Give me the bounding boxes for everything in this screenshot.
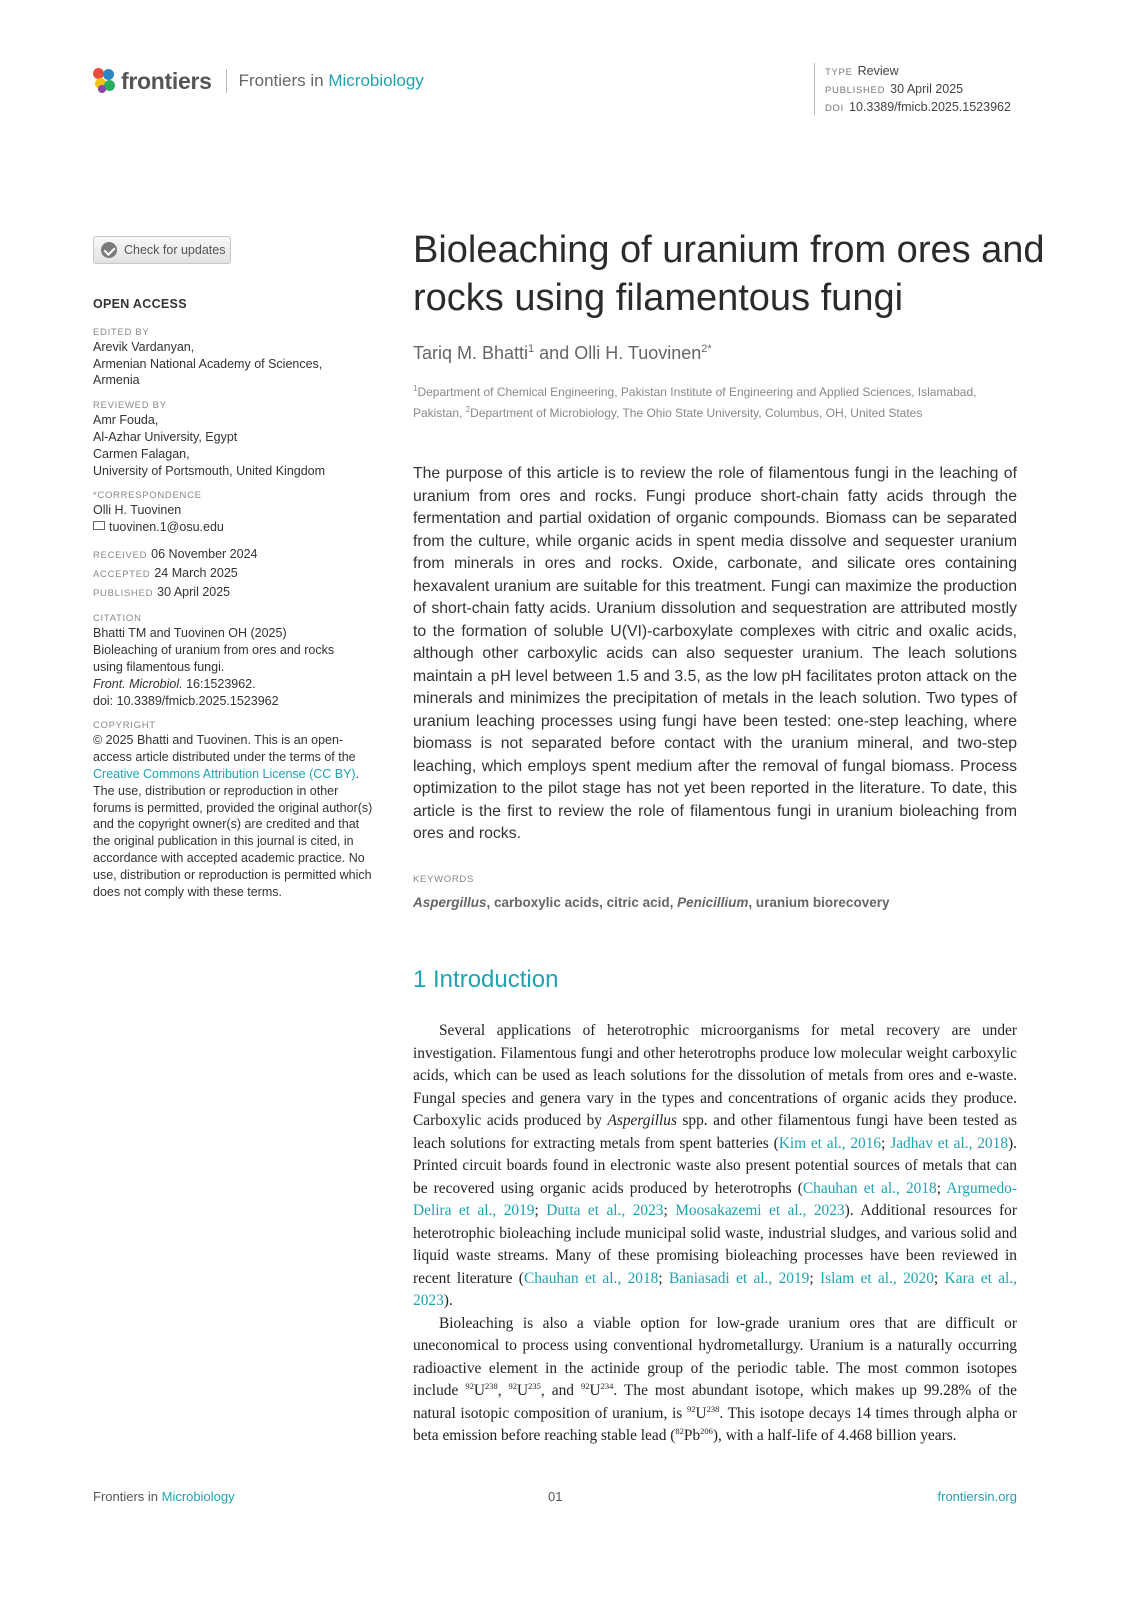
text-run: ; bbox=[658, 1269, 669, 1287]
atomic-number: 92 bbox=[687, 1403, 696, 1414]
atomic-number: 82 bbox=[675, 1425, 684, 1436]
citation-link[interactable]: Baniasadi et al., 2019 bbox=[668, 1269, 810, 1287]
citation-label: CITATION bbox=[93, 613, 142, 625]
footer-site-link[interactable]: frontiersin.org bbox=[937, 1489, 1017, 1504]
citation-journal: Front. Microbiol. bbox=[93, 676, 183, 691]
published-label: PUBLISHED bbox=[93, 587, 154, 599]
citation-link[interactable]: Argumedo-Delira et al., 2019 bbox=[413, 1179, 1017, 1219]
affil-sup: 1 bbox=[413, 384, 418, 393]
text-run: spp. and other filamentous fungi have been tested as leach solutions for extracting metals from spent batteries ( bbox=[413, 1112, 1017, 1152]
page-number: 01 bbox=[548, 1489, 563, 1504]
accepted-date: 24 March 2025 bbox=[154, 565, 238, 580]
editor-line: Arevik Vardanyan, bbox=[93, 339, 195, 354]
accepted-label: ACCEPTED bbox=[93, 568, 151, 580]
citation-line: Bioleaching of uranium from ores and rocks bbox=[93, 643, 335, 658]
element-symbol: U bbox=[517, 1382, 529, 1399]
mail-icon bbox=[93, 521, 105, 530]
text-run: ; bbox=[933, 1269, 945, 1287]
doi-label: DOI bbox=[825, 103, 844, 114]
check-for-updates-label: Check for updates bbox=[124, 243, 226, 257]
published-date: 30 April 2025 bbox=[157, 584, 231, 599]
reviewed-by-label: REVIEWED BY bbox=[93, 400, 167, 412]
paragraph bbox=[413, 1020, 1017, 1313]
check-icon bbox=[101, 242, 117, 258]
copyright-text bbox=[93, 732, 373, 900]
citation-line: using filamentous fungi. bbox=[93, 659, 225, 674]
author-name[interactable]: Tariq M. Bhatti bbox=[413, 343, 529, 363]
reviewer-line: Carmen Falagan, bbox=[93, 446, 190, 461]
frontiers-logo-icon bbox=[93, 68, 115, 94]
copyright-part: . The use, distribution or reproduction in other forums is permitted, provided the original author(s) and the copyright owner(s) are credited and that the original publication in this journal is cited, in accordance with accepted academic practice. No use, distribution or reproduction is permitted which does not comply with these terms. bbox=[93, 766, 373, 899]
article-title: Bioleaching of uranium from ores and rocks using filamentous fungi bbox=[413, 229, 1045, 319]
citation-link[interactable]: Chauhan et al., 2018 bbox=[802, 1179, 937, 1197]
citation-link[interactable]: Islam et al., 2020 bbox=[820, 1269, 934, 1287]
journal-prefix: Frontiers in bbox=[238, 71, 324, 90]
paragraph bbox=[413, 1313, 1017, 1448]
frontiers-logo-text: frontiers bbox=[121, 67, 212, 94]
check-for-updates-button[interactable] bbox=[93, 236, 231, 264]
citation-link[interactable]: Kim et al., 2016 bbox=[778, 1134, 882, 1152]
text-run: . This isotope decays 14 times through alpha or beta emission before reaching stable lead ( bbox=[413, 1404, 1018, 1444]
atomic-number: 92 bbox=[465, 1380, 474, 1391]
mass-number: 238 bbox=[484, 1380, 498, 1391]
edited-by-label: EDITED BY bbox=[93, 326, 150, 338]
open-access-label: OPEN ACCESS bbox=[93, 297, 187, 311]
citation-volume: 16:1523962. bbox=[182, 676, 256, 691]
author-affil-sup: 1 bbox=[528, 343, 535, 355]
reviewer-line: Amr Fouda, bbox=[93, 413, 159, 428]
correspondence-label: *CORRESPONDENCE bbox=[93, 490, 202, 502]
citation-link[interactable]: Jadhav et al., 2018 bbox=[890, 1134, 1009, 1152]
citation-link[interactable]: Moosakazemi et al., 2023 bbox=[675, 1202, 845, 1219]
citation-link[interactable]: Kara et al., 2023 bbox=[413, 1269, 1018, 1309]
abstract: The purpose of this article is to review the role of filamentous fungi in the leaching of uranium from ores and rocks. Fungi produce short-chain fatty acids through the fermentation and partial oxidation of organic compounds. Biomass can be separated from the culture, while organic acids in spent media dissolve and sequester uranium from minerals in ores and rocks. Oxide, carbonate, and silicate ores containing hexavalent uranium are suitable for this treatment. Fungi can maximize the production of short-chain fatty acids. Uranium dissolution and sequestration are attributed mostly to the formation of soluble U(VI)-carboxylate complexes with citric and oxalic acids, although other carboxylic acids can also sequester uranium. The leach solutions maintain a pH level between 1.5 and 3.5, as the low pH facilitates proton attack on the minerals and minimizes the precipitation of metals in the leach solution. Two types of uranium leaching processes using fungi have been tested: one-step leaching, where biomass is not separated before contact with the uranium mineral, and two-step leaching, which employs spent medium after the removal of fungal biomass. Process optimization to the pilot stage has not yet been reported in the literature. To date, this article is the first to review the role of filamentous fungi in uranium bioleaching from ores and rocks. bbox=[413, 465, 1017, 842]
text-run: ; bbox=[881, 1134, 891, 1152]
keyword: , uranium biorecovery bbox=[748, 895, 890, 910]
keywords-label: KEYWORDS bbox=[413, 874, 475, 885]
editor-line: Armenian National Academy of Sciences, bbox=[93, 356, 323, 371]
journal-subject: Microbiology bbox=[328, 71, 424, 90]
footer-journal-subject: Microbiology bbox=[161, 1489, 235, 1504]
type-value: Review bbox=[857, 64, 899, 78]
cc-by-license-link[interactable]: Creative Commons Attribution License (CC BY) bbox=[93, 766, 356, 781]
author-affil-sup: 2* bbox=[701, 343, 712, 355]
mass-number: 238 bbox=[706, 1403, 720, 1414]
citation-link[interactable]: Dutta et al., 2023 bbox=[546, 1202, 664, 1219]
affiliation-2: Department of Microbiology, The Ohio State University, Columbus, OH, United States bbox=[470, 406, 923, 420]
reviewer-line: Al-Azhar University, Egypt bbox=[93, 429, 238, 444]
text-run: , bbox=[497, 1382, 509, 1399]
published-label: PUBLISHED bbox=[825, 85, 886, 96]
text-run: ; bbox=[663, 1202, 676, 1219]
text-run: ). bbox=[443, 1292, 453, 1309]
section-heading-introduction: 1 Introduction bbox=[413, 966, 559, 993]
journal-name[interactable] bbox=[239, 71, 424, 91]
citation-line: Bhatti TM and Tuovinen OH (2025) bbox=[93, 626, 287, 641]
atomic-number: 92 bbox=[581, 1380, 590, 1391]
element-symbol: U bbox=[695, 1404, 707, 1422]
genus-name: Aspergillus bbox=[607, 1112, 677, 1129]
mass-number: 234 bbox=[600, 1380, 614, 1391]
text-run: . The most abundant isotope, which makes up 99.28% of the natural isotopic composition of uranium, is bbox=[413, 1382, 1017, 1422]
received-label: RECEIVED bbox=[93, 549, 148, 561]
citation-doi[interactable]: doi: 10.3389/fmicb.2025.1523962 bbox=[93, 693, 279, 708]
author-list bbox=[413, 343, 712, 364]
keywords bbox=[413, 895, 889, 910]
keyword: , carboxylic acids, citric acid, bbox=[486, 895, 678, 910]
type-label: TYPE bbox=[825, 67, 853, 78]
page-footer bbox=[93, 1489, 1017, 1509]
footer-journal[interactable] bbox=[93, 1489, 235, 1504]
sidebar bbox=[93, 296, 373, 900]
text-run: ), with a half-life of 4.468 billion years. bbox=[712, 1427, 957, 1444]
affiliations bbox=[413, 380, 983, 422]
journal-header bbox=[93, 66, 424, 96]
affiliation-1: Department of Chemical Engineering, Pakistan Institute of Engineering and Applied Sciences, Islamabad, Pakistan, bbox=[413, 385, 977, 420]
text-run: Bioleaching is also a viable option for low-grade uranium ores that are difficult or uneconomical to process using conventional hydrometallurgy. Uranium is a naturally occurring radioactive element in the actinide group of the periodic table. The most common isotopes include bbox=[413, 1314, 1017, 1399]
editor-line: Armenia bbox=[93, 373, 140, 388]
copyright-part: © 2025 Bhatti and Tuovinen. This is an open-access article distributed under the terms of the bbox=[93, 733, 356, 765]
footer-journal-prefix: Frontiers in bbox=[93, 1489, 162, 1504]
correspondence-email[interactable]: tuovinen.1@osu.edu bbox=[109, 520, 224, 535]
keyword: Aspergillus bbox=[413, 895, 487, 910]
copyright-label: COPYRIGHT bbox=[93, 720, 156, 732]
body-text bbox=[413, 1020, 1017, 1448]
element-symbol: Pb bbox=[683, 1427, 701, 1444]
affil-sup: 2 bbox=[465, 405, 471, 414]
article-meta bbox=[814, 63, 1011, 115]
correspondence-name: Olli H. Tuovinen bbox=[93, 503, 182, 518]
author-separator: and bbox=[534, 343, 575, 363]
text-run: ). Additional resources for heterotrophic bioleaching include municipal solid waste, industrial sludges, and various solid and liquid waste streams. Many of these promising bioleaching processes have been reviewed in recent literature ( bbox=[413, 1202, 1017, 1287]
published-value: 30 April 2025 bbox=[890, 82, 964, 96]
mass-number: 235 bbox=[528, 1380, 541, 1391]
text-run: ). Printed circuit boards found in electronic waste also present potential sources of metals that can be recovered using organic acids produced by heterotrophs ( bbox=[413, 1134, 1018, 1197]
element-symbol: U bbox=[473, 1382, 485, 1399]
doi-value[interactable]: 10.3389/fmicb.2025.1523962 bbox=[849, 100, 1011, 114]
element-symbol: U bbox=[589, 1382, 601, 1399]
text-run: ; bbox=[534, 1202, 547, 1219]
reviewer-line: University of Portsmouth, United Kingdom bbox=[93, 463, 326, 478]
text-run: Several applications of heterotrophic microorganisms for metal recovery are under investigation. Filamentous fungi and other heterotrophs produce low molecular weight carboxylic acids, which can be used as leach solutions for the dissolution of metals from ores and e-waste. Fungal species and genera vary in the types and concentrations of organic acids they produce. Carboxylic acids produced by bbox=[413, 1022, 1017, 1129]
keyword: Penicillium bbox=[677, 895, 749, 910]
header-divider bbox=[226, 69, 227, 93]
atomic-number: 92 bbox=[508, 1380, 518, 1391]
citation-link[interactable]: Chauhan et al., 2018 bbox=[523, 1269, 659, 1287]
text-run: ; bbox=[936, 1179, 947, 1197]
author-name[interactable]: Olli H. Tuovinen bbox=[574, 343, 702, 363]
mass-number: 206 bbox=[700, 1425, 713, 1436]
received-date: 06 November 2024 bbox=[151, 546, 258, 561]
text-run: , and bbox=[540, 1382, 582, 1399]
text-run: ; bbox=[809, 1269, 820, 1287]
